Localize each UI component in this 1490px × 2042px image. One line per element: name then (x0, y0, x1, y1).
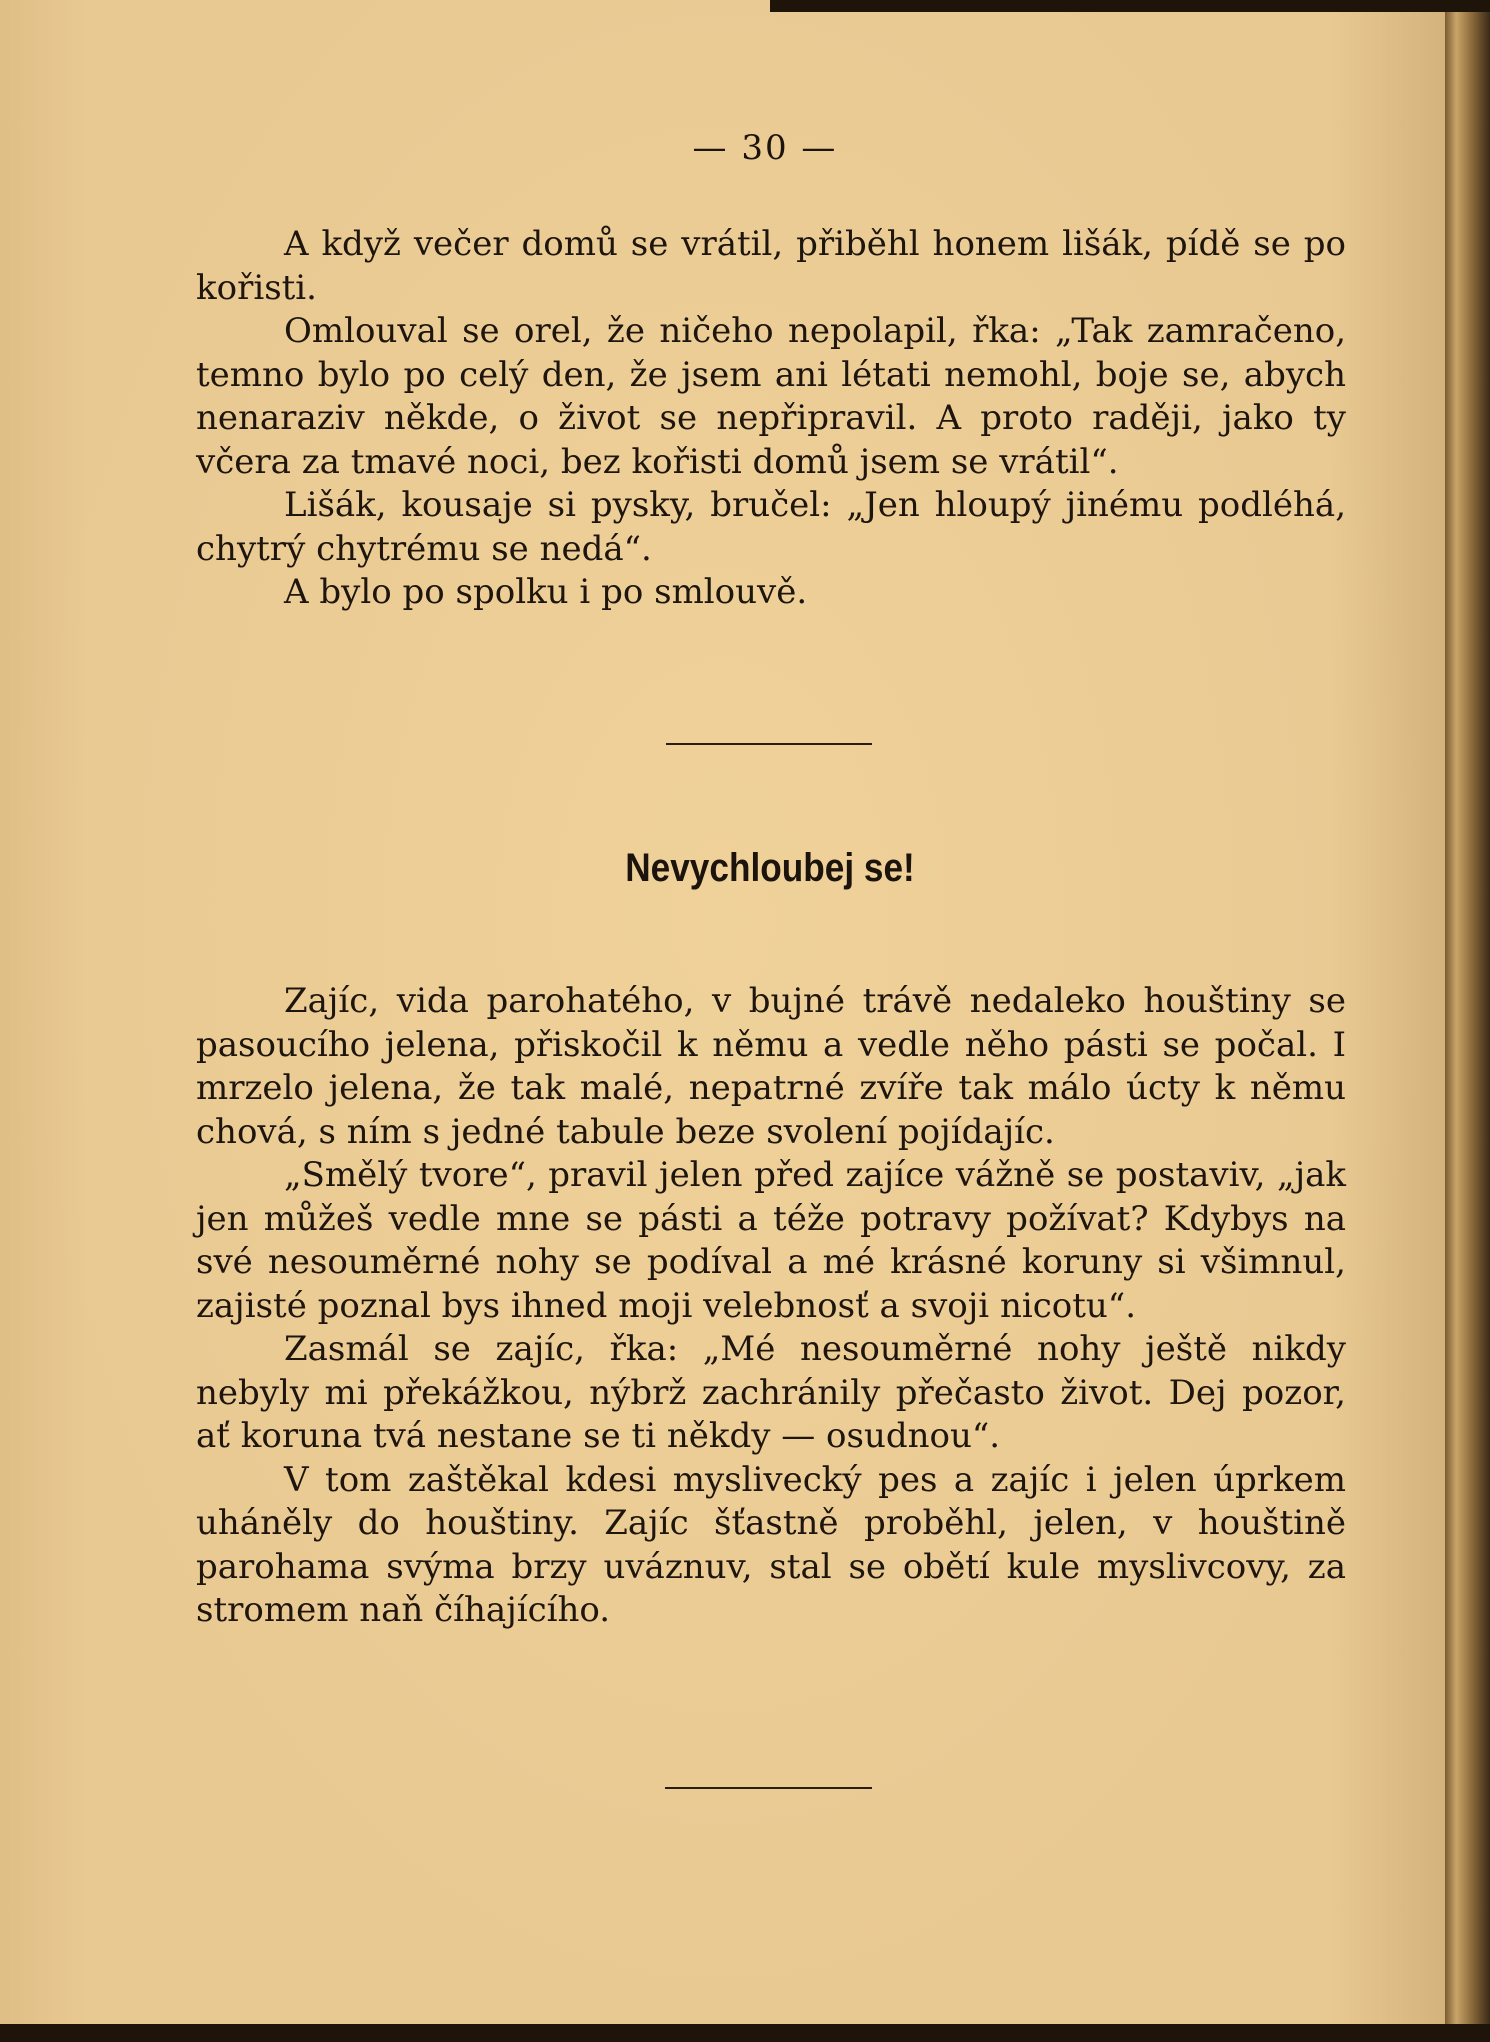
page-number: — 30 — (692, 128, 838, 168)
section-divider (665, 1787, 872, 1789)
story-title: Nevychloubej se! (625, 846, 915, 890)
book-spine-edge (1445, 0, 1490, 2042)
story-one-text (196, 223, 1346, 615)
scan-border-bottom (0, 2024, 1490, 2042)
story-two-text (196, 980, 1346, 1633)
section-divider (666, 743, 872, 745)
paragraph: Omlouval se orel, že ničeho nepolapil, řka: „Tak zamračeno, temno bylo po celý den, že jsem ani létati nemohl, boje se, abych nenaraziv někde, o život se nepřipravil. A proto raději, jako ty včera za tmavé noci, bez kořisti domů jsem se vrátil“. (196, 311, 1346, 482)
paragraph: A když večer domů se vrátil, přiběhl honem lišák, pídě se po kořisti. (196, 224, 1346, 308)
paragraph: V tom zaštěkal kdesi myslivecký pes a zajíc i jelen úprkem uháněly do houštiny. Zajíc šťastně proběhl, jelen, v houštině parohama svýma brzy uváznuv, stal se obětí kule myslivcovy, za stromem naň číhajícího. (196, 1459, 1346, 1630)
paragraph: „Smělý tvore“, pravil jelen před zajíce vážně se postaviv, „jak jen můžeš vedle mne se pásti a téže potravy požívat? Kdybys na své nesouměrné nohy se podíval a mé krásné koruny si všimnul, zajisté poznal bys ihned moji velebnosť a svoji nicotu“. (196, 1155, 1346, 1326)
paragraph: A bylo po spolku i po smlouvě. (284, 572, 808, 612)
paragraph: Zasmál se zajíc, řka: „Mé nesouměrné nohy ještě nikdy nebyly mi překážkou, nýbrž zachránily přečasto život. Dej pozor, ať koruna tvá nestane se ti někdy — osudnou“. (196, 1329, 1346, 1456)
paragraph: Zajíc, vida parohatého, v bujné trávě nedaleko houštiny se pasoucího jelena, přiskočil k němu a vedle něho pásti se počal. I mrzelo jelena, že tak malé, nepatrné zvíře tak málo úcty k němu chová, s ním s jedné tabule beze svolení pojídajíc. (196, 981, 1346, 1152)
paragraph: Lišák, kousaje si pysky, bručel: „Jen hloupý jinému podléhá, chytrý chytrému se nedá“. (196, 485, 1346, 569)
scan-border-top (770, 0, 1490, 12)
